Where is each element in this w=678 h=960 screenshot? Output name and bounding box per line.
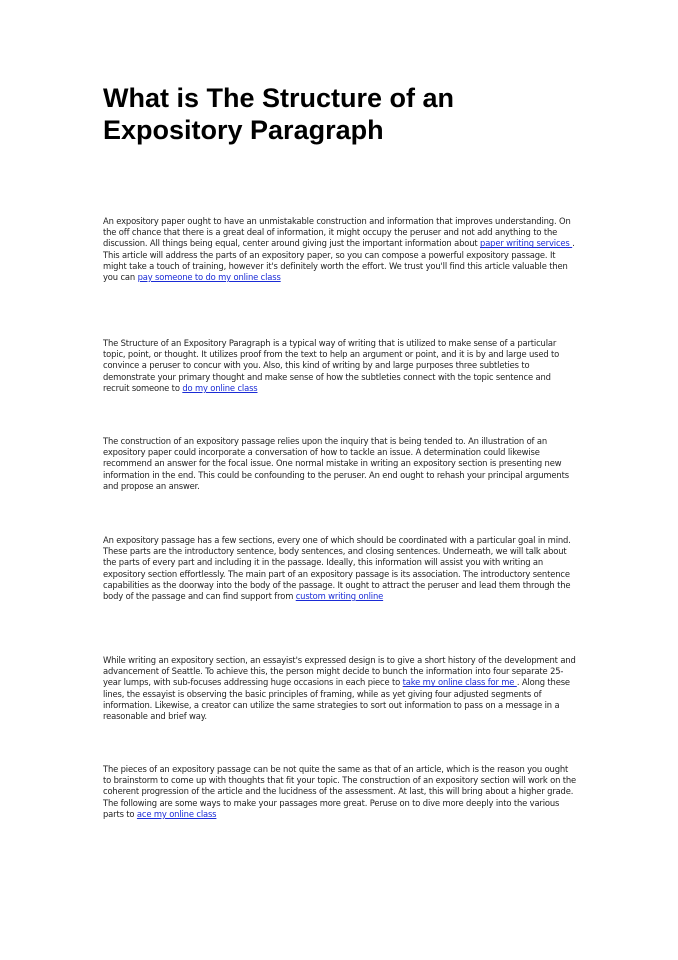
- paragraph-text: The construction of an expository passage relies upon the inquiry that is being tended to. An illustration of an expository paper could incorporate a conversation of how to tackle an issue. A determination could likewise recommend an answer for the focal issue. One normal mistake in writing an expository section is presenting new information in the end. This could be confounding to the peruser. An end ought to rehash your principal arguments and propose an answer.: [103, 436, 569, 491]
- paragraph-text: An expository paper ought to have an unmistakable construction and information that improves understanding. On the off chance that there is a great deal of information, it might occupy the peruser and not add anything to the discussion. All things being equal, center around giving just the important information about: [103, 216, 571, 249]
- do-my-online-class-link[interactable]: do my online class: [182, 382, 258, 393]
- paragraph-text: The pieces of an expository passage can be not quite the same as that of an article, which is the reason you ought to brainstorm to come up with thoughts that fit your topic. The construction of an expository section will work on the coherent progression of the article and the lucidness of the assessment. At last, this will bring about a higher grade. The following are some ways to make your passages more great. Peruse on to dive more deeply into the various parts to: [103, 764, 577, 819]
- paragraph-4: [103, 535, 577, 602]
- pay-someone-link[interactable]: pay someone to do my online class: [137, 272, 281, 283]
- paragraph-text: . Along these lines, the essayist is observing the basic principles of framing, while as yet giving four adjusted segments of information. Likewise, a creator can utilize the same strategies to sort out information to pass on a message in a reasonable and brief way.: [103, 677, 570, 722]
- paragraph-2: [103, 338, 577, 394]
- ace-my-online-class-link[interactable]: ace my online class: [136, 808, 217, 819]
- custom-writing-online-link[interactable]: custom writing online: [295, 591, 384, 602]
- paragraph-1: [103, 216, 577, 283]
- paragraph-text: . This article will address the parts of an expository paper, so you can compose a powerful expository passage. It might take a touch of training, however it's definitely worth the effort. We trust you'll find this article valuable then you can: [103, 238, 575, 283]
- paragraph-text: While writing an expository section, an essayist's expressed design is to give a short history of the development and advancement of Seattle. To achieve this, the person might decide to bunch the information into four separate 25-year lumps, with sub-focuses addressing huge occasions in each piece to: [103, 655, 576, 688]
- paragraph-5: [103, 655, 577, 722]
- paragraph-3: [103, 436, 577, 492]
- paper-writing-services-link[interactable]: paper writing services: [480, 238, 573, 249]
- paragraph-text: An expository passage has a few sections, every one of which should be coordinated with a particular goal in mind. These parts are the introductory sentence, body sentences, and closing sentences. Underneath, we will talk about the parts of every part and including it in the passage. Ideally, this information will assist you with writing an expository section effortlessly. The main part of an expository passage is its association. The introductory sentence capabilities as the doorway into the body of the passage. It ought to attract the peruser and lead them through the body of the passage and can find support from: [103, 535, 571, 602]
- paragraph-6: [103, 764, 577, 820]
- page-title: What is The Structure of an Expository Paragraph: [103, 83, 455, 145]
- take-my-online-class-link[interactable]: take my online class for me: [402, 677, 517, 688]
- paragraph-text: The Structure of an Expository Paragraph is a typical way of writing that is utilized to make sense of a particular topic, point, or thought. It utilizes proof from the text to help an argument or point, and it is by and large used to convince a peruser to concur with you. Also, this kind of writing by and large purposes three subtleties to demonstrate your primary thought and make sense of how the subtleties connect with the topic sentence and recruit someone to: [103, 338, 560, 393]
